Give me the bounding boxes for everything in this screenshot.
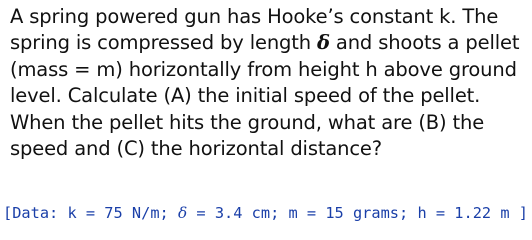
problem-line-2-start: spring is compressed by length xyxy=(10,31,318,55)
problem-line-1: A spring powered gun has Hooke’s constant k. The xyxy=(10,5,499,28)
problem-line-6: speed and (C) the horizontal distance? xyxy=(10,137,382,161)
problem-line-3: (mass = m) horizontally from height h above ground xyxy=(10,57,517,81)
data-values-line xyxy=(3,203,528,223)
problem-statement xyxy=(10,4,528,162)
data-delta-symbol: δ xyxy=(177,204,188,222)
data-values-suffix: = 3.4 cm; m = 15 grams; h = 1.22 m ] xyxy=(187,204,528,222)
problem-line-4: level. Calculate (A) the initial speed of the pellet. xyxy=(10,84,481,108)
problem-line-2 xyxy=(10,30,528,56)
problem-line-5: When the pellet hits the ground, what are (B) the xyxy=(10,110,485,134)
data-values-prefix: [Data: k = 75 N/m; xyxy=(3,204,178,222)
problem-line-2-end: and shoots a pellet xyxy=(329,31,520,55)
delta-symbol: δ xyxy=(317,31,330,55)
